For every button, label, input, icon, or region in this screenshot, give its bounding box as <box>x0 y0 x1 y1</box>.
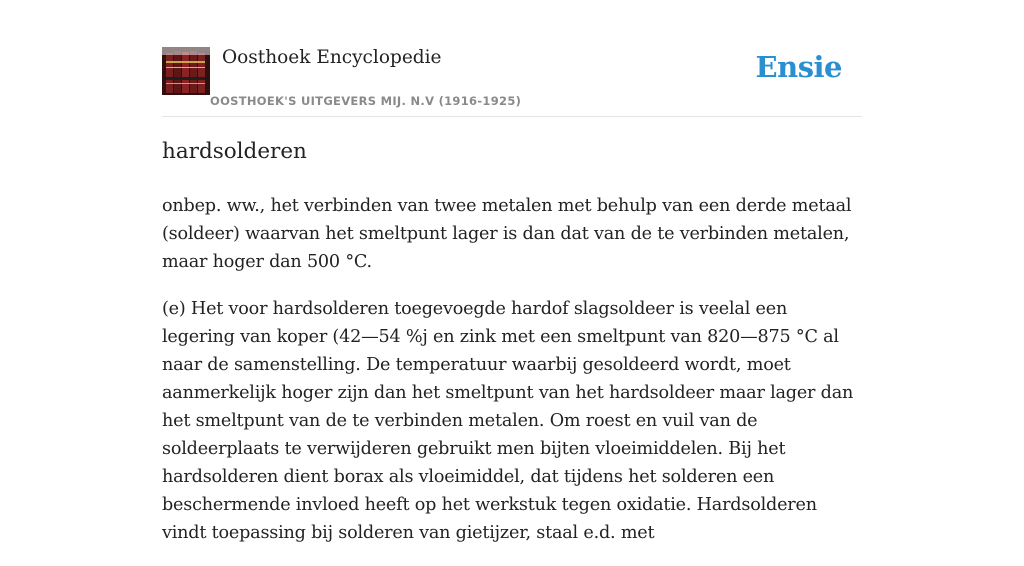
book-spines-icon <box>162 47 210 95</box>
ensie-logo-link[interactable]: Ensie <box>755 50 842 84</box>
source-title-link[interactable]: Oosthoek Encyclopedie <box>222 47 442 68</box>
entry-headword: hardsolderen <box>162 139 307 164</box>
source-header <box>162 44 862 117</box>
source-subtitle: OOSTHOEK'S UITGEVERS MIJ. N.V (1916-1925) <box>210 94 522 108</box>
entry-paragraph-1: onbep. ww., het verbinden van twee metalen met behulp van een derde metaal (soldeer) waarvan het smeltpunt lager is dan dat van de te verbinden metalen, maar hoger dan 500 °C. <box>162 196 852 272</box>
entry-body <box>162 192 862 566</box>
entry-paragraph-2: (e) Het voor hardsolderen toegevoegde hardof slagsoldeer is veelal een legering van koper (42—54 %j en zink met een smeltpunt van 820—875 °C al naar de samenstelling. De temperatuur waarbij gesoldeerd wordt, moet aanmerkelijk hoger zijn dan het smeltpunt van het hardsoldeer maar lager dan het smeltpunt van de te verbinden metalen. Om roest en vuil van de soldeerplaats te verwijderen gebruikt men bijten vloeimiddelen. Bij het hardsolderen dient borax als vloeimiddel, dat tijdens het solderen een beschermende invloed heeft op het werkstuk tegen oxidatie. Hardsolderen vindt toepassing bij solderen van gietijzer, staal e.d. met <box>162 299 854 543</box>
source-avatar[interactable] <box>162 47 210 95</box>
